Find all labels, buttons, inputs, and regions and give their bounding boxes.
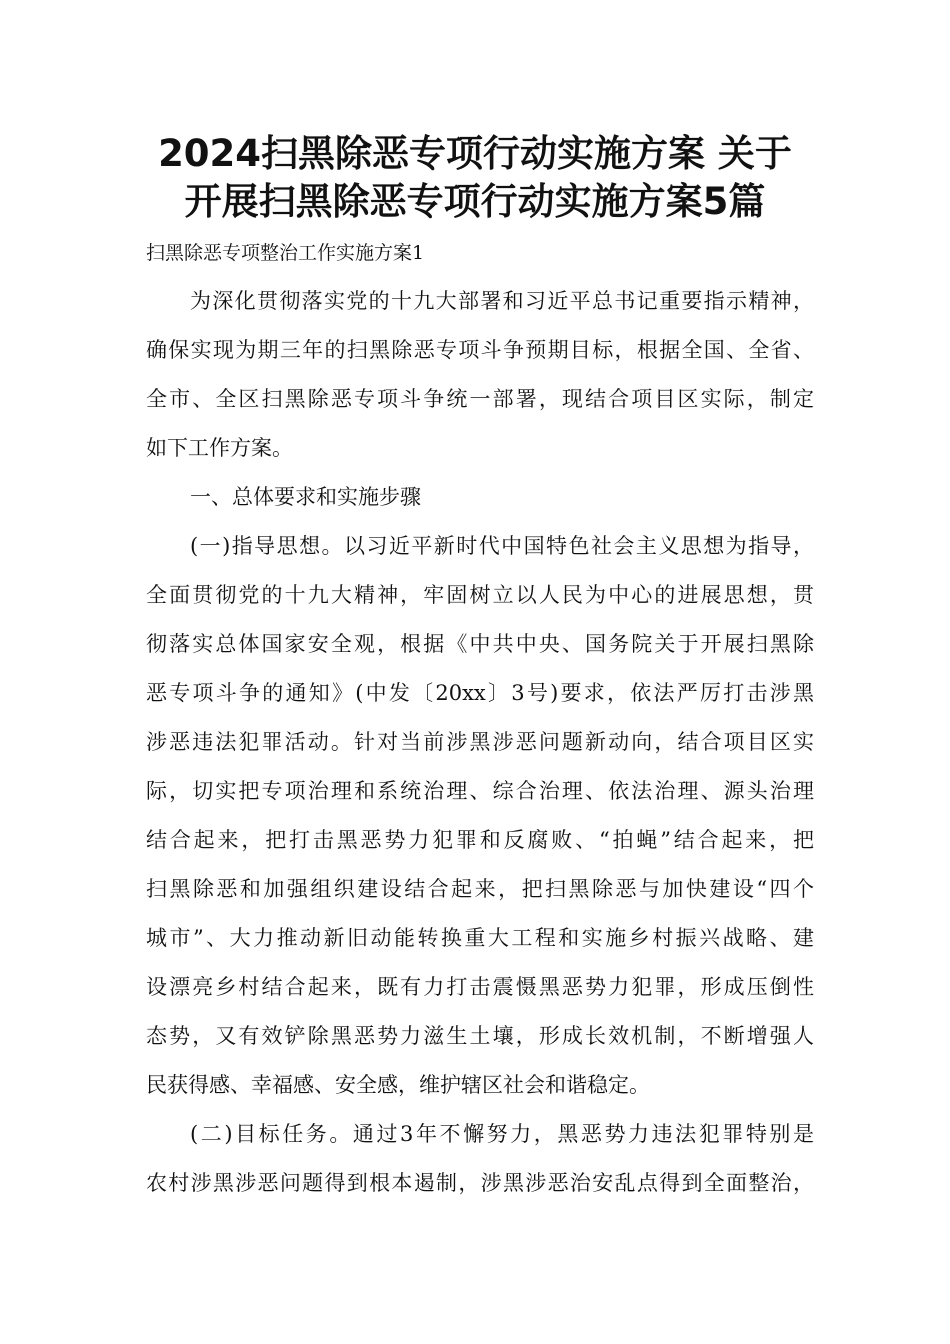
- section-heading: 一、总体要求和实施步骤: [190, 485, 421, 509]
- paragraph-line: 涉恶违法犯罪活动。针对当前涉黑涉恶问题新动向，结合项目区实: [146, 730, 814, 754]
- paragraph-line: 设漂亮乡村结合起来，既有力打击震慑黑恶势力犯罪，形成压倒性: [146, 975, 814, 999]
- paragraph-line: 民获得感、幸福感、安全感，维护辖区社会和谐稳定。: [146, 1073, 650, 1097]
- paragraph-line: 全市、全区扫黑除恶专项斗争统一部署，现结合项目区实际，制定: [146, 387, 814, 411]
- document-subtitle: 扫黑除恶专项整治工作实施方案1: [146, 242, 425, 264]
- document-title-line-1: 2024扫黑除恶专项行动实施方案 关于: [158, 132, 792, 175]
- paragraph-line: 农村涉黑涉恶问题得到根本遏制，涉黑涉恶治安乱点得到全面整治，: [146, 1171, 814, 1195]
- paragraph-line: 彻落实总体国家安全观，根据《中共中央、国务院关于开展扫黑除: [146, 632, 814, 656]
- paragraph-line: 际，切实把专项治理和系统治理、综合治理、依法治理、源头治理: [146, 779, 814, 803]
- paragraph-line: 如下工作方案。: [146, 436, 293, 460]
- paragraph-line: 结合起来，把打击黑恶势力犯罪和反腐败、“拍蝇”结合起来，把: [146, 828, 814, 852]
- paragraph-line: 为深化贯彻落实党的十九大部署和习近平总书记重要指示精神，: [190, 289, 814, 313]
- paragraph-line: 城市”、大力推动新旧动能转换重大工程和实施乡村振兴战略、建: [146, 926, 814, 950]
- paragraph-line: (一)指导思想。以习近平新时代中国特色社会主义思想为指导，: [190, 534, 814, 558]
- paragraph-line: 确保实现为期三年的扫黑除恶专项斗争预期目标，根据全国、全省、: [146, 338, 814, 362]
- document-title-line-2: 开展扫黑除恶专项行动实施方案5篇: [184, 180, 766, 223]
- paragraph-line: 全面贯彻党的十九大精神，牢固树立以人民为中心的进展思想，贯: [146, 583, 814, 607]
- paragraph-line: 扫黑除恶和加强组织建设结合起来，把扫黑除恶与加快建设“四个: [146, 877, 814, 901]
- paragraph-line: (二)目标任务。通过3年不懈努力，黑恶势力违法犯罪特别是: [190, 1122, 814, 1146]
- paragraph-line: 态势，又有效铲除黑恶势力滋生土壤，形成长效机制，不断增强人: [146, 1024, 814, 1048]
- paragraph-line: 恶专项斗争的通知》(中发〔20xx〕3号)要求，依法严厉打击涉黑: [146, 681, 814, 705]
